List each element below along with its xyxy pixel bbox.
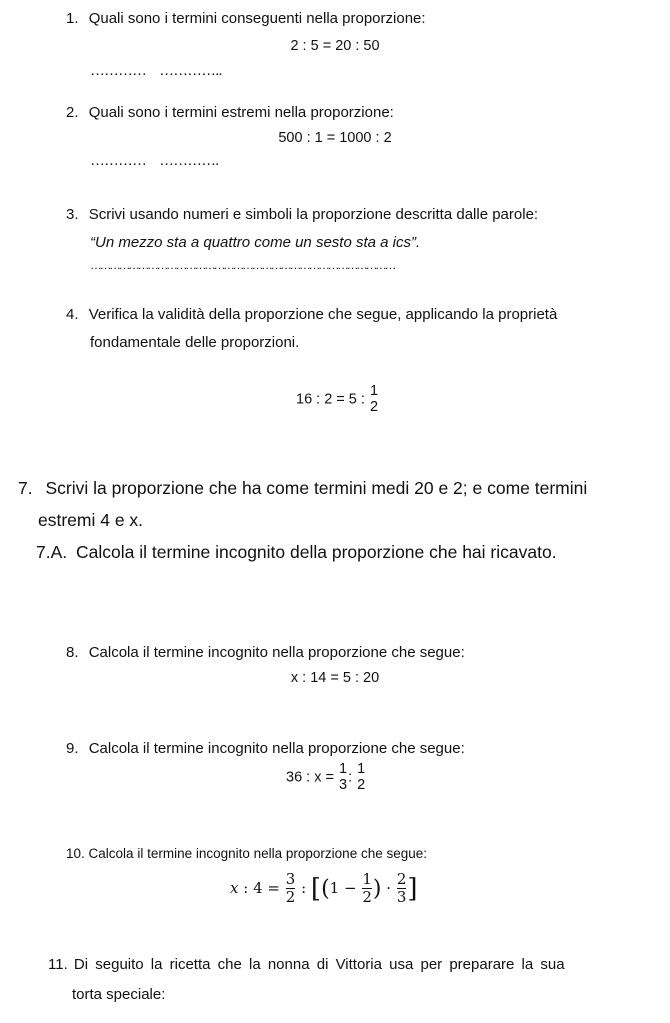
close-bracket: ] [407,873,418,904]
proportion-formula: 500 : 1 = 1000 : 2 [278,130,392,146]
question-number: 1. [66,10,79,27]
answer-blank: ………… …………. [90,152,219,169]
question-text-continued: estremi 4 e x. [38,510,144,530]
question-number: 3. [66,206,79,223]
question-number: 2. [66,104,79,121]
question-number: 8. [66,644,79,661]
question-8 [66,644,465,661]
fraction: $\frac{3}{2}$ [285,870,296,906]
question-text: Quali sono i termini estremi nella proporzione: [88,104,394,121]
question-text: Scrivi usando numeri e simboli la proporzione descritta dalle parole: [88,206,539,223]
proportion-formula: 2 : 5 = 20 : 50 [290,38,380,54]
question-text-continued: fondamentale delle proporzioni. [90,334,300,351]
open-paren: ( [321,876,330,902]
fraction: $\frac{1}{2}$ [362,870,372,906]
question-11 [48,956,565,973]
question-7 [18,478,587,499]
question-text: Di seguito la ricetta che la nonna di Vittoria usa per preparare la sua [73,956,565,973]
question-text: Verifica la validità della proporzione che segue, applicando la proprietà [88,306,558,323]
question-text: Calcola il termine incognito nella proporzione che segue: [88,740,465,757]
question-10 [66,846,427,861]
question-3 [66,206,538,223]
question-text-continued: torta speciale: [72,986,166,1003]
fraction: 1 2 [369,383,379,416]
open-bracket: [ [310,873,322,904]
question-text: Calcola il termine incognito nella proporzione che segue: [88,644,465,661]
question-number: 10. [66,846,85,861]
question-number: 9. [66,740,79,757]
proportion-formula: 36 : x = 1 3 : 1 2 [286,761,366,794]
quoted-phrase: “Un mezzo sta a quattro come un sesto sta a ics”. [90,234,421,251]
question-text: Scrivi la proporzione che ha come termini medi 20 e 2; e come termini [45,478,588,498]
proportion-formula: 16 : 2 = 5 : 1 2 [296,383,379,416]
question-9 [66,740,465,757]
fraction: 1 3 [339,761,348,794]
question-2 [66,104,394,121]
proportion-formula: x : 14 = 5 : 20 [290,670,380,686]
proportion-formula: x : 4 = $\frac{3}{2}$ : [(1 − $\frac{1}{2}$ ) · $\frac{2}{3}$ ] [230,870,418,906]
question-number: 11. [48,956,68,973]
fraction: $\frac{2}{3}$ [396,870,407,906]
question-number: 7.A. [36,542,68,562]
question-7a [36,542,557,563]
answer-blank: ………… ………….. [90,62,222,79]
question-1 [66,10,426,27]
close-paren: ) [372,876,382,902]
answer-blank: …………………………………………………………………………………… [90,258,394,272]
fraction: 1 2 [357,761,366,794]
question-text: Quali sono i termini conseguenti nella proporzione: [88,10,426,27]
question-4 [66,306,557,323]
question-text: Calcola il termine incognito della proporzione che hai ricavato. [76,542,557,562]
question-number: 7. [18,478,33,498]
question-number: 4. [66,306,79,323]
question-text: Calcola il termine incognito nella proporzione che segue: [88,846,427,861]
